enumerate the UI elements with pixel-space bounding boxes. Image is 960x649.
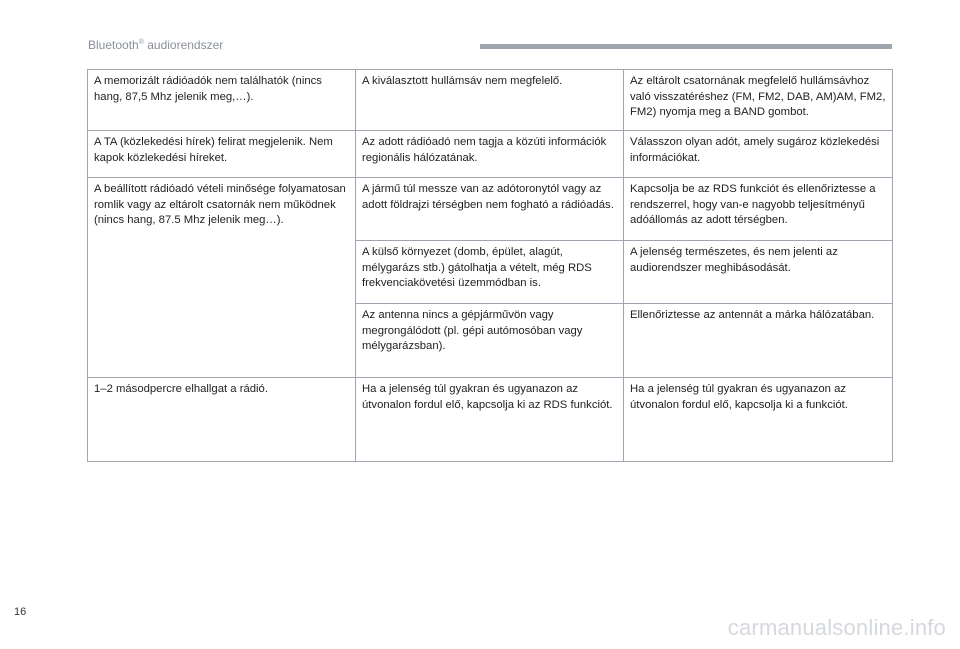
solution-cell: Kapcsolja be az RDS funkciót és ellenőriztesse a rendszerrel, hogy van-e nagyobb teljesítményű adóállomás az adott térségben. [624,178,893,241]
section-title: Bluetooth® audiorendszer [88,38,224,52]
problem-cell: A memorizált rádióadók nem találhatók (nincs hang, 87,5 Mhz jelenik meg,…). [88,70,356,131]
cause-cell: Az antenna nincs a gépjárművön vagy megrongálódott (pl. gépi autómosóban vagy mélygarázsban). [356,304,624,378]
problem-cell: 1–2 másodpercre elhallgat a rádió. [88,378,356,462]
cause-cell: Az adott rádióadó nem tagja a közúti információk regionális hálózatának. [356,131,624,178]
watermark: carmanualsonline.info [727,615,946,640]
table-row [88,70,893,131]
troubleshooting-table [87,69,893,462]
problem-cell: A TA (közlekedési hírek) felirat megjelenik. Nem kapok közlekedési híreket. [88,131,356,178]
header-bar [480,44,892,49]
solution-cell: Az eltárolt csatornának megfelelő hullámsávhoz való visszatéréshez (FM, FM2, DAB, AM)AM, FM2, FM2) nyomja meg a BAND gombot. [624,70,893,131]
solution-cell: A jelenség természetes, és nem jelenti az audiorendszer meghibásodását. [624,241,893,304]
problem-cell: A beállított rádióadó vételi minősége folyamatosan romlik vagy az eltárolt csatornák nem működnek (nincs hang, 87.5 Mhz jelenik meg…). [88,178,356,378]
cause-cell: A jármű túl messze van az adótoronytól vagy az adott földrajzi térségben nem fogható a rádióadás. [356,178,624,241]
cause-cell: A külső környezet (domb, épület, alagút, mélygarázs stb.) gátolhatja a vételt, még RDS frekvenciakövetési üzemmódban is. [356,241,624,304]
page-number: 16 [14,606,27,618]
cause-cell: A kiválasztott hullámsáv nem megfelelő. [356,70,624,131]
solution-cell: Ha a jelenség túl gyakran és ugyanazon az útvonalon fordul elő, kapcsolja ki a funkciót. [624,378,893,462]
solution-cell: Ellenőriztesse az antennát a márka hálózatában. [624,304,893,378]
table-row [88,131,893,178]
table-row [88,378,893,462]
cause-cell: Ha a jelenség túl gyakran és ugyanazon az útvonalon fordul elő, kapcsolja ki az RDS funkciót. [356,378,624,462]
solution-cell: Válasszon olyan adót, amely sugároz közlekedési információkat. [624,131,893,178]
table-row [88,178,893,241]
